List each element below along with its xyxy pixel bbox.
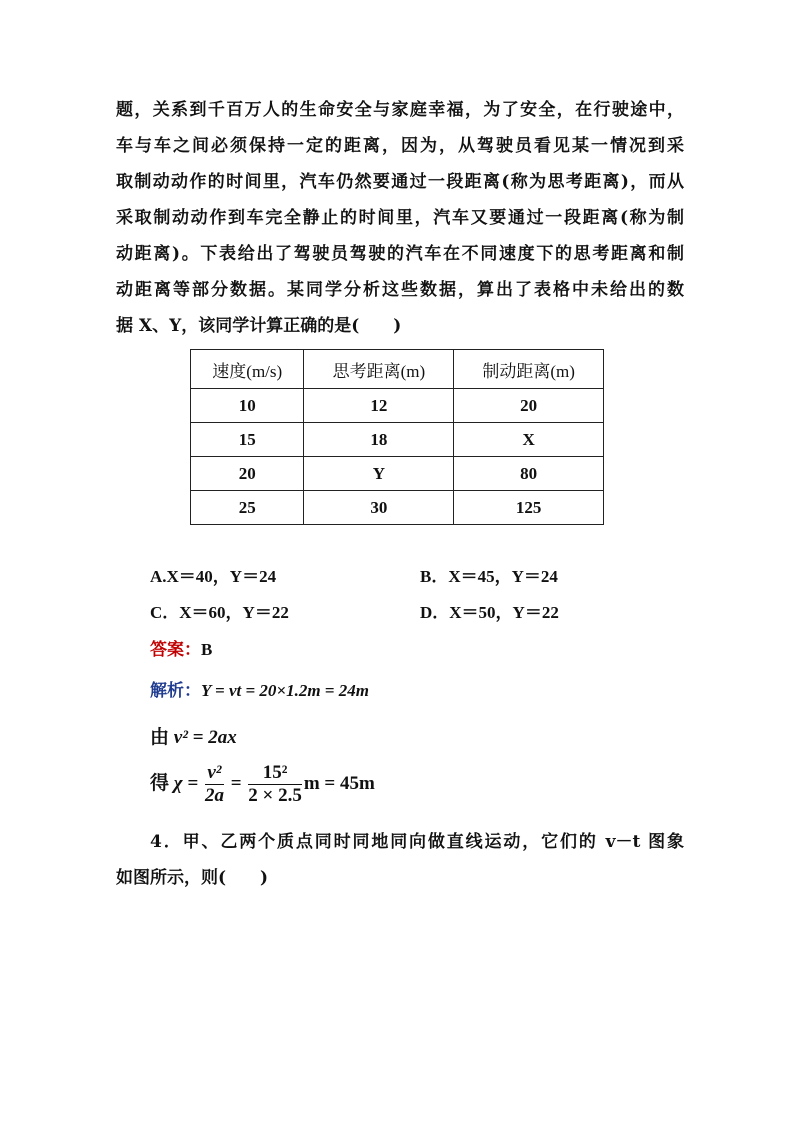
analysis-line (150, 676, 369, 701)
table-cell: 18 (304, 423, 454, 457)
q4-line: 4．甲、乙两个质点同时同地同向做直线运动，它们的 v－t 图象 (150, 832, 684, 852)
table-cell: 10 (191, 389, 304, 423)
table-row (191, 389, 604, 423)
table-cell: 80 (454, 457, 604, 491)
fraction-1-numerator: v² (205, 762, 224, 785)
eq2-prefix: 得 (150, 772, 170, 794)
answer-label: 答案： (150, 640, 201, 659)
option-a: A.X＝40，Y＝24 (150, 567, 277, 586)
eq2-result: m = 45m (303, 772, 375, 794)
fraction-2-numerator: 15² (248, 762, 302, 785)
table-cell: Y (304, 457, 454, 491)
table-cell: 20 (454, 389, 604, 423)
q4-line: 如图所示，则( ) (116, 868, 269, 888)
eq1-prefix: 由 (150, 727, 170, 748)
option-b: B．X＝45，Y＝24 (420, 567, 558, 586)
question-intro (116, 92, 684, 344)
intro-line: 车与车之间必须保持一定的距离，因为，从驾驶员看见某一情况到采 (116, 136, 684, 156)
intro-line: 动距离)。下表给出了驾驶员驾驶的汽车在不同速度下的思考距离和制 (116, 244, 684, 264)
table-row (191, 457, 604, 491)
equation-1 (150, 722, 237, 749)
fraction-1-denominator: 2a (204, 785, 224, 806)
eq2-lhs: χ = (173, 772, 199, 794)
table-cell: 15 (191, 423, 304, 457)
table-header: 制动距离(m) (454, 350, 604, 389)
answer-line (150, 635, 212, 660)
table-row (191, 423, 604, 457)
eq1-text: v² = 2ax (173, 727, 237, 748)
table-header: 速度(m/s) (191, 350, 304, 389)
eq2-equals: = (230, 772, 242, 794)
table-cell: 30 (304, 491, 454, 525)
intro-line: 题，关系到千百万人的生命安全与家庭幸福，为了安全，在行驶途中， (116, 100, 684, 120)
fraction-1 (205, 762, 224, 807)
option-c: C．X＝60，Y＝22 (150, 603, 289, 622)
table-row (191, 491, 604, 525)
data-table (190, 349, 604, 525)
intro-line: 据 X、Y，该同学计算正确的是( ) (116, 316, 402, 336)
table-cell: 25 (191, 491, 304, 525)
fraction-2 (248, 762, 302, 807)
intro-line: 动距离等部分数据。某同学分析这些数据，算出了表格中未给出的数 (116, 280, 684, 300)
table-cell: 125 (454, 491, 604, 525)
table-cell: X (454, 423, 604, 457)
intro-line: 采取制动动作到车完全静止的时间里，汽车又要通过一段距离(称为制 (116, 208, 684, 228)
analysis-label: 解析： (150, 681, 201, 700)
intro-line: 取制动动作的时间里，汽车仍然要通过一段距离(称为思考距离)，而从 (116, 172, 684, 192)
equation-2 (150, 762, 375, 807)
table-cell: 20 (191, 457, 304, 491)
table-header: 思考距离(m) (304, 350, 454, 389)
analysis-text: Y = vt = 20×1.2m = 24m (201, 681, 369, 700)
option-d: D．X＝50，Y＝22 (420, 603, 559, 622)
question-4 (116, 824, 684, 896)
answer-value: B (201, 640, 213, 659)
table-header-row (191, 350, 604, 389)
table-cell: 12 (304, 389, 454, 423)
fraction-2-denominator: 2 × 2.5 (248, 785, 302, 806)
